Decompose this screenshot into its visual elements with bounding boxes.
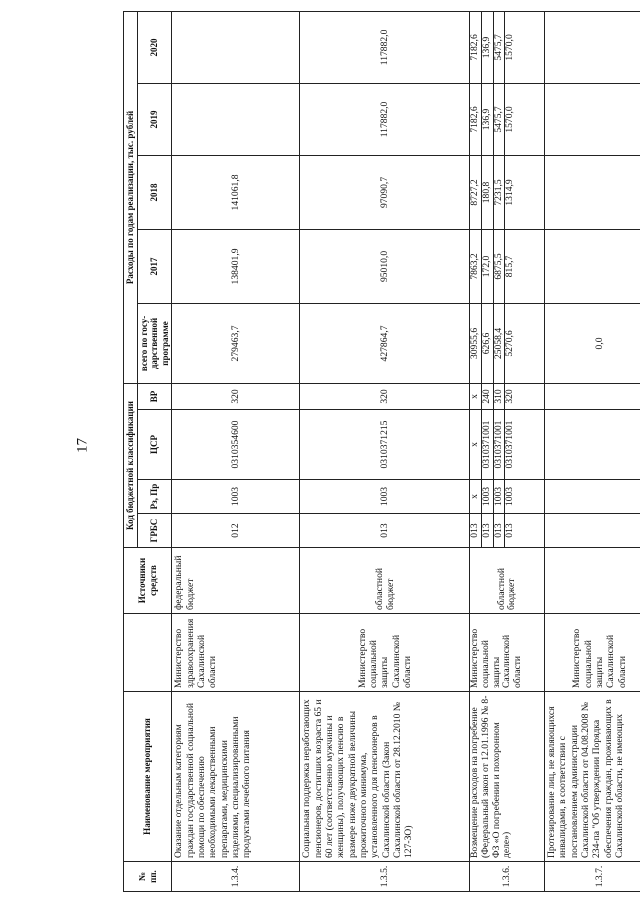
sub-total: 30955,6 <box>470 303 482 383</box>
row-csr <box>545 410 640 480</box>
row-num: 1.3.4. <box>172 862 300 892</box>
row-total: 427864,7 <box>300 303 470 383</box>
header-num: № пп. <box>124 862 172 892</box>
sub-grbs: 013 <box>481 514 493 548</box>
row-2019 <box>172 83 300 155</box>
rotated-table-container <box>123 12 628 892</box>
sub-total: 25058,4 <box>493 303 505 383</box>
header-grbs: ГРБС <box>137 514 172 548</box>
row-2018 <box>545 155 640 229</box>
sub-rzpr: 1003 <box>505 480 545 514</box>
row-source: федеральный бюджет <box>172 548 300 614</box>
row-name: Протезирование лиц, не являющихся инвалидами, в соответствии с постановлением администрации Сахалинской области от 04.08.2008 № 234-па "Об утверждении Порядка обеспечения граждан, проживающих в Сахалинской области, не имеющих <box>545 692 640 862</box>
header-vr: ВР <box>137 383 172 409</box>
sub-grbs: 013 <box>505 514 545 548</box>
sub-2019: 1570,0 <box>505 83 545 155</box>
row-2018: 141061,8 <box>172 155 300 229</box>
sub-total: 626,6 <box>481 303 493 383</box>
row-name: Социальная поддержка неработающих пенсионеров, достигших возраста 65 и 60 лет (соответственно мужчины и женщины), получающих пенсию в размере ниже двукратной величины прожиточного минимума, установленного для пенсионеров в Сахалинской области (Закон Сахалинской области от 28.12.2010 № 127-ЗО) <box>300 692 470 862</box>
sub-2018: 8727,2 <box>470 155 482 229</box>
sub-csr: 0310371001 <box>505 410 545 480</box>
row-executor: Министерство социальной защиты Сахалинской области <box>545 614 640 692</box>
table-row <box>172 11 300 891</box>
row-total: 279463,7 <box>172 303 300 383</box>
row-total: 0,0 <box>545 303 640 383</box>
row-2018: 97090,7 <box>300 155 470 229</box>
sub-csr: 0310371001 <box>493 410 505 480</box>
header-total: всего по госу-дарственной программе <box>137 303 172 383</box>
sub-vr: 310 <box>493 383 505 409</box>
sub-2017: 172,0 <box>481 229 493 303</box>
header-row-1 <box>124 11 138 891</box>
row-rzpr: 1003 <box>300 480 470 514</box>
row-vr <box>545 383 640 409</box>
sub-2018: 7231,5 <box>493 155 505 229</box>
header-2018: 2018 <box>137 155 172 229</box>
header-executor <box>124 614 172 692</box>
sub-2017: 7863,2 <box>470 229 482 303</box>
row-csr: 0310354600 <box>172 410 300 480</box>
row-executor: Министерство здравоохранения Сахалинской области <box>172 614 300 692</box>
sub-2019: 136,9 <box>481 83 493 155</box>
header-source: Источники средств <box>124 548 172 614</box>
sub-2018: 1314,9 <box>505 155 545 229</box>
sub-grbs: 013 <box>493 514 505 548</box>
sub-csr: x <box>470 410 482 480</box>
sub-2020: 5475,7 <box>493 11 505 83</box>
row-2019: 117882,0 <box>300 83 470 155</box>
row-grbs <box>545 514 640 548</box>
header-rzpr: Рз, Пр <box>137 480 172 514</box>
sub-vr: 320 <box>505 383 545 409</box>
row-2017 <box>545 229 640 303</box>
row-rzpr <box>545 480 640 514</box>
row-2020: 117882,0 <box>300 11 470 83</box>
row-vr: 320 <box>172 383 300 409</box>
sub-2020: 136,9 <box>481 11 493 83</box>
sub-2018: 180,8 <box>481 155 493 229</box>
header-expenses: Расходы по годам реализации, тыс. рублей <box>124 11 138 383</box>
header-csr: ЦСР <box>137 410 172 480</box>
header-2020: 2020 <box>137 11 172 83</box>
row-num: 1.3.7. <box>545 862 640 892</box>
sub-2017: 815,7 <box>505 229 545 303</box>
row-vr: 320 <box>300 383 470 409</box>
row-name: Возмещение расходов на погребение (Федеральный закон от 12.01.1996 № 8-ФЗ «О погребении и похоронном деле») <box>470 692 545 862</box>
budget-table <box>123 11 640 892</box>
row-grbs: 012 <box>172 514 300 548</box>
sub-vr: 240 <box>481 383 493 409</box>
header-2017: 2017 <box>137 229 172 303</box>
row-2017: 138401,9 <box>172 229 300 303</box>
page-number: 17 <box>74 438 91 453</box>
header-name: Наименование мероприятия <box>124 692 172 862</box>
header-2019: 2019 <box>137 83 172 155</box>
sub-vr: x <box>470 383 482 409</box>
header-budget-class: Код бюджетной классификации <box>124 383 138 547</box>
row-rzpr: 1003 <box>172 480 300 514</box>
row-executor: Министерство социальной защиты Сахалинской области <box>470 614 545 692</box>
sub-2020: 1570,0 <box>505 11 545 83</box>
sub-rzpr: 1003 <box>481 480 493 514</box>
sub-2017: 6875,5 <box>493 229 505 303</box>
sub-total: 5270,6 <box>505 303 545 383</box>
sub-rzpr: x <box>470 480 482 514</box>
table-row <box>545 11 640 891</box>
row-num: 1.3.5. <box>300 862 470 892</box>
row-2017: 95010,0 <box>300 229 470 303</box>
sub-2019: 7182,6 <box>470 83 482 155</box>
row-source: областной бюджет <box>300 548 470 614</box>
sub-csr: 0310371001 <box>481 410 493 480</box>
row-grbs: 013 <box>300 514 470 548</box>
row-num: 1.3.6. <box>470 862 545 892</box>
row-2019 <box>545 83 640 155</box>
sub-rzpr: 1003 <box>493 480 505 514</box>
row-executor: Министерство социальной защиты Сахалинской области <box>300 614 470 692</box>
row-2020 <box>172 11 300 83</box>
table-row <box>300 11 470 891</box>
row-name: Оказание отдельным категориям граждан государственной социальной помощи по обеспечению необходимыми лекарственными препаратами, медицинскими изделиями, специализированными продуктами лечебного питания <box>172 692 300 862</box>
sub-2019: 5475,7 <box>493 83 505 155</box>
sub-2020: 7182,6 <box>470 11 482 83</box>
row-source: областной бюджет <box>470 548 545 614</box>
sub-grbs: 013 <box>470 514 482 548</box>
row-source <box>545 548 640 614</box>
row-2020 <box>545 11 640 83</box>
table-row <box>470 11 482 891</box>
row-csr: 0310371215 <box>300 410 470 480</box>
